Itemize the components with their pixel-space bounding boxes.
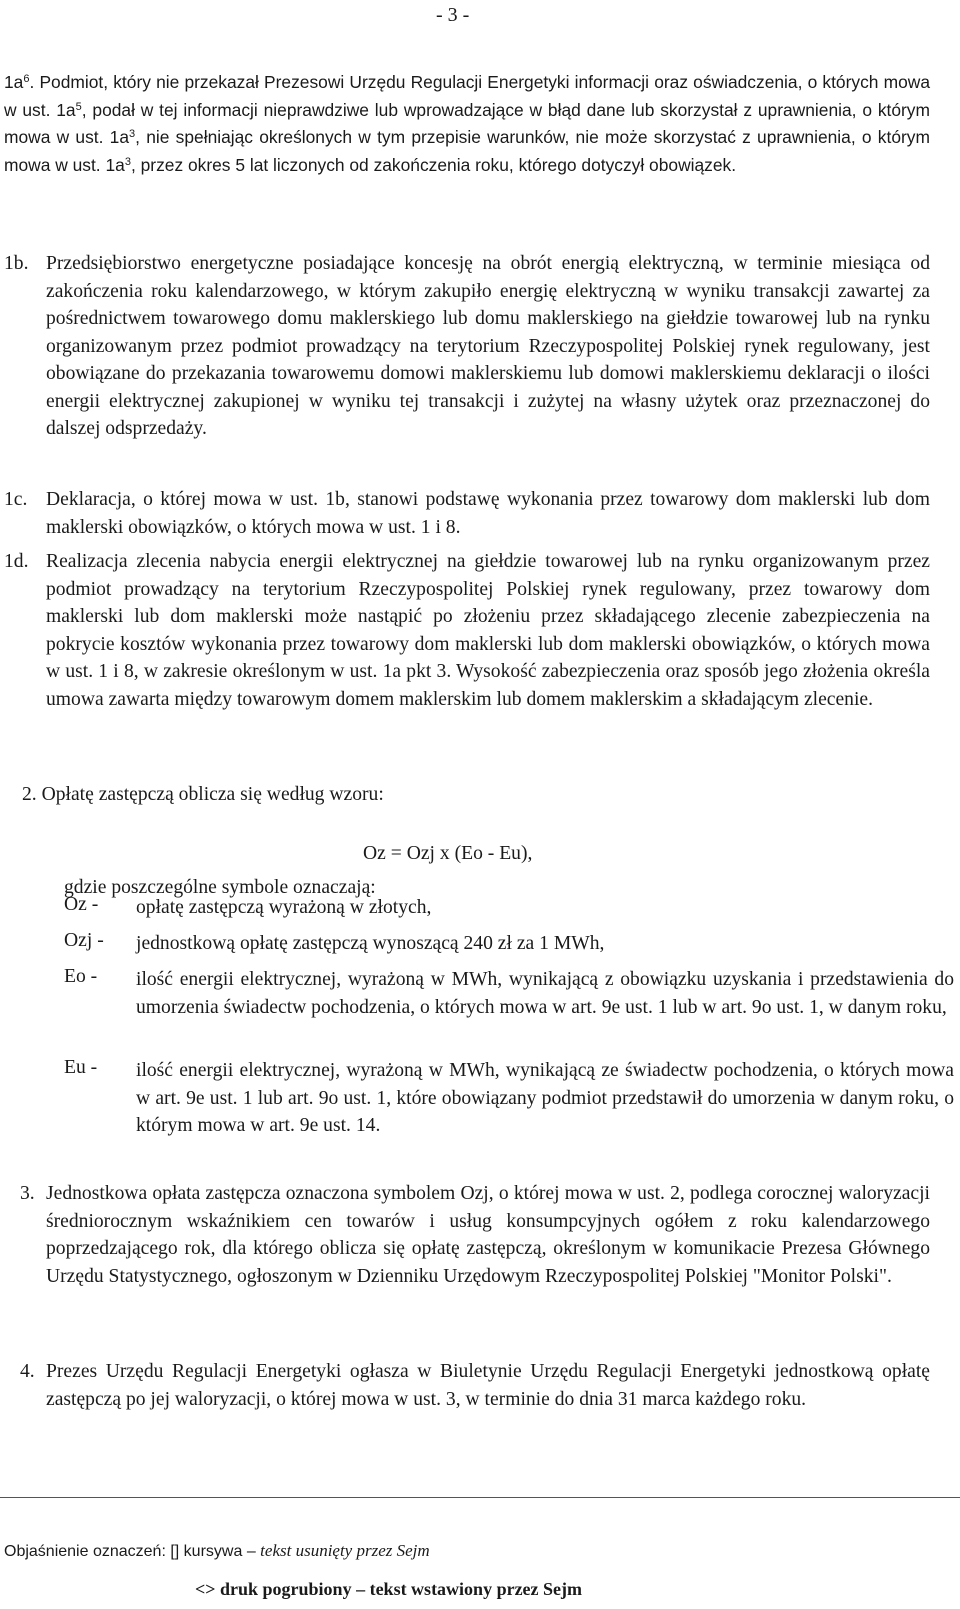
footer-divider [0, 1497, 960, 1498]
legend-line-1 [4, 1541, 430, 1561]
page-number: - 3 - [436, 4, 470, 26]
definition-ozj: jednostkową opłatę zastępczą wynoszącą 240 zł za 1 MWh, [136, 933, 605, 954]
formula: Oz = Ozj x (Eo - Eu), [363, 843, 533, 864]
paragraph-1a6-text-2: , podał w tej informacji nieprawdziwe lub wprowadzające w błąd dane lub skorzystał z uprawnienia, o którym mowa w ust. 1a [4, 99, 930, 147]
legend-line-2: <> druk pogrubiony – tekst wstawiony przez Sejm [195, 1579, 583, 1599]
paragraph-1a6-sup-3: 3 [124, 155, 131, 168]
paragraph-1a6-sup-2: 3 [129, 128, 136, 140]
paragraph-1c-text: Deklaracja, o której mowa w ust. 1b, stanowi podstawę wykonania przez towarowy dom maklerski lub dom maklerski obowiązków, o których mowa w ust. 1 i 8. [46, 489, 930, 538]
paragraph-1a6-text-3: , nie spełniając określonych w tym przepisie warunków, nie może skorzystać z uprawnienia, o którym mowa w ust. 1a [4, 127, 930, 175]
paragraph-1a6-label: 1a [4, 72, 24, 92]
paragraph-3-label: 3. [20, 1183, 35, 1204]
paragraph-1a6-text-1: . Podmiot, który nie przekazał Prezesowi Urzędu Regulacji Energetyki informacji oraz oświadczenia, o których mowa w ust. 1a [4, 72, 930, 120]
paragraph-4 [20, 1358, 930, 1413]
paragraph-1c-label: 1c. [4, 489, 28, 510]
paragraph-1c [4, 486, 930, 541]
definition-oz: opłatę zastępczą wyrażoną w złotych, [136, 897, 432, 918]
paragraph-1d [4, 548, 930, 713]
paragraph-3 [20, 1180, 930, 1290]
paragraph-1b [4, 250, 930, 443]
paragraph-1a6 [4, 69, 930, 179]
legend-dash: – [246, 1543, 256, 1560]
symbol-ozj: Ozj - [64, 930, 104, 951]
paragraph-1a6-label-sup: 6 [23, 73, 30, 85]
legend-brackets: [] kursywa [170, 1543, 243, 1560]
paragraph-1d-text: Realizacja zlecenia nabycia energii elektrycznej na giełdzie towarowej lub na rynku organizowanym przez podmiot prowadzący na terytorium Rzeczypospolitej Polskiej rynek regulowany, przez towarowy dom maklerski lub dom maklerski może nastąpić po złożeniu przez składającego zlecenie zabezpieczenia na pokrycie kosztów wykonania przez towarowy dom maklerski lub dom maklerski obowiązków, o których mowa w ust. 1 i 8, w zakresie określonym w ust. 1a pkt 3. Wysokość zabezpieczenia oraz sposób jego złożenia określa umowa zawarta między towarowym domem maklerskim lub domem maklerskim a składającym zlecenie. [46, 551, 930, 710]
definition-eu: ilość energii elektrycznej, wyrażoną w MWh, wynikającą ze świadectw pochodzenia, o których mowa w art. 9e ust. 1 lub art. 9o ust. 1, które obowiązany podmiot przedstawił do umorzenia w danym roku, o którym mowa w art. 9e ust. 14. [136, 1060, 954, 1136]
symbol-oz: Oz - [64, 894, 99, 915]
symbols-intro: gdzie poszczególne symbole oznaczają: [64, 877, 376, 898]
paragraph-3-text: Jednostkowa opłata zastępcza oznaczona symbolem Ozj, o której mowa w ust. 2, podlega corocznej waloryzacji średniorocznym wskaźnikiem cen towarów i usług konsumpcyjnych ogółem z roku kalendarzowego poprzedzającego rok, dla którego oblicza się opłatę zastępczą, określonym w komunikacie Prezesa Głównego Urzędu Statystycznego, ogłoszonym w Dzienniku Urzędowym Rzeczypospolitej Polskiej "Monitor Polski". [46, 1183, 930, 1287]
paragraph-1a6-text-4: , przez okres 5 lat liczonych od zakończenia roku, którego dotyczył obowiązek. [130, 154, 737, 175]
definition-eo: ilość energii elektrycznej, wyrażoną w MWh, wynikającą z obowiązku uzyskania i przedstawienia do umorzenia świadectw pochodzenia, o których mowa w art. 9e ust. 1 lub w art. 9o ust. 1, w danym roku, [136, 969, 954, 1018]
paragraph-1b-text: Przedsiębiorstwo energetyczne posiadające koncesję na obrót energią elektryczną, w terminie miesiąca od zakończenia roku kalendarzowego, w którym zakupiło energię elektryczną w wyniku transakcji zawartej za pośrednictwem towarowego domu maklerskiego lub domu maklerskiego na giełdzie towarowej lub na rynku organizowanym przez podmiot prowadzący na terytorium Rzeczypospolitej Polskiej rynek regulowany, jest obowiązane do przekazania towarowemu domowi maklerskiemu lub domowi maklerskiemu deklaracji o ilości energii elektrycznej zakupionej w wyniku tej transakcji i zużytej na własny użytek oraz przeznaczonej do dalszej odsprzedaży. [46, 253, 930, 439]
paragraph-4-label: 4. [20, 1361, 35, 1382]
legend-prefix: Objaśnienie oznaczeń: [4, 1543, 166, 1560]
paragraph-2-intro: 2. Opłatę zastępczą oblicza się według wzoru: [22, 784, 384, 805]
paragraph-4-text: Prezes Urzędu Regulacji Energetyki ogłasza w Biuletynie Urzędu Regulacji Energetyki jednostkową opłatę zastępczą po jej waloryzacji, o której mowa w ust. 3, w terminie do dnia 31 marca każdego roku. [46, 1361, 930, 1410]
paragraph-1a6-sup-1: 5 [75, 100, 82, 113]
symbol-eo: Eo - [64, 966, 98, 987]
legend-italic-text: tekst usunięty przez Sejm [260, 1541, 430, 1560]
paragraph-1b-label: 1b. [4, 253, 29, 274]
paragraph-1d-label: 1d. [4, 551, 29, 572]
symbol-eu: Eu - [64, 1057, 98, 1078]
